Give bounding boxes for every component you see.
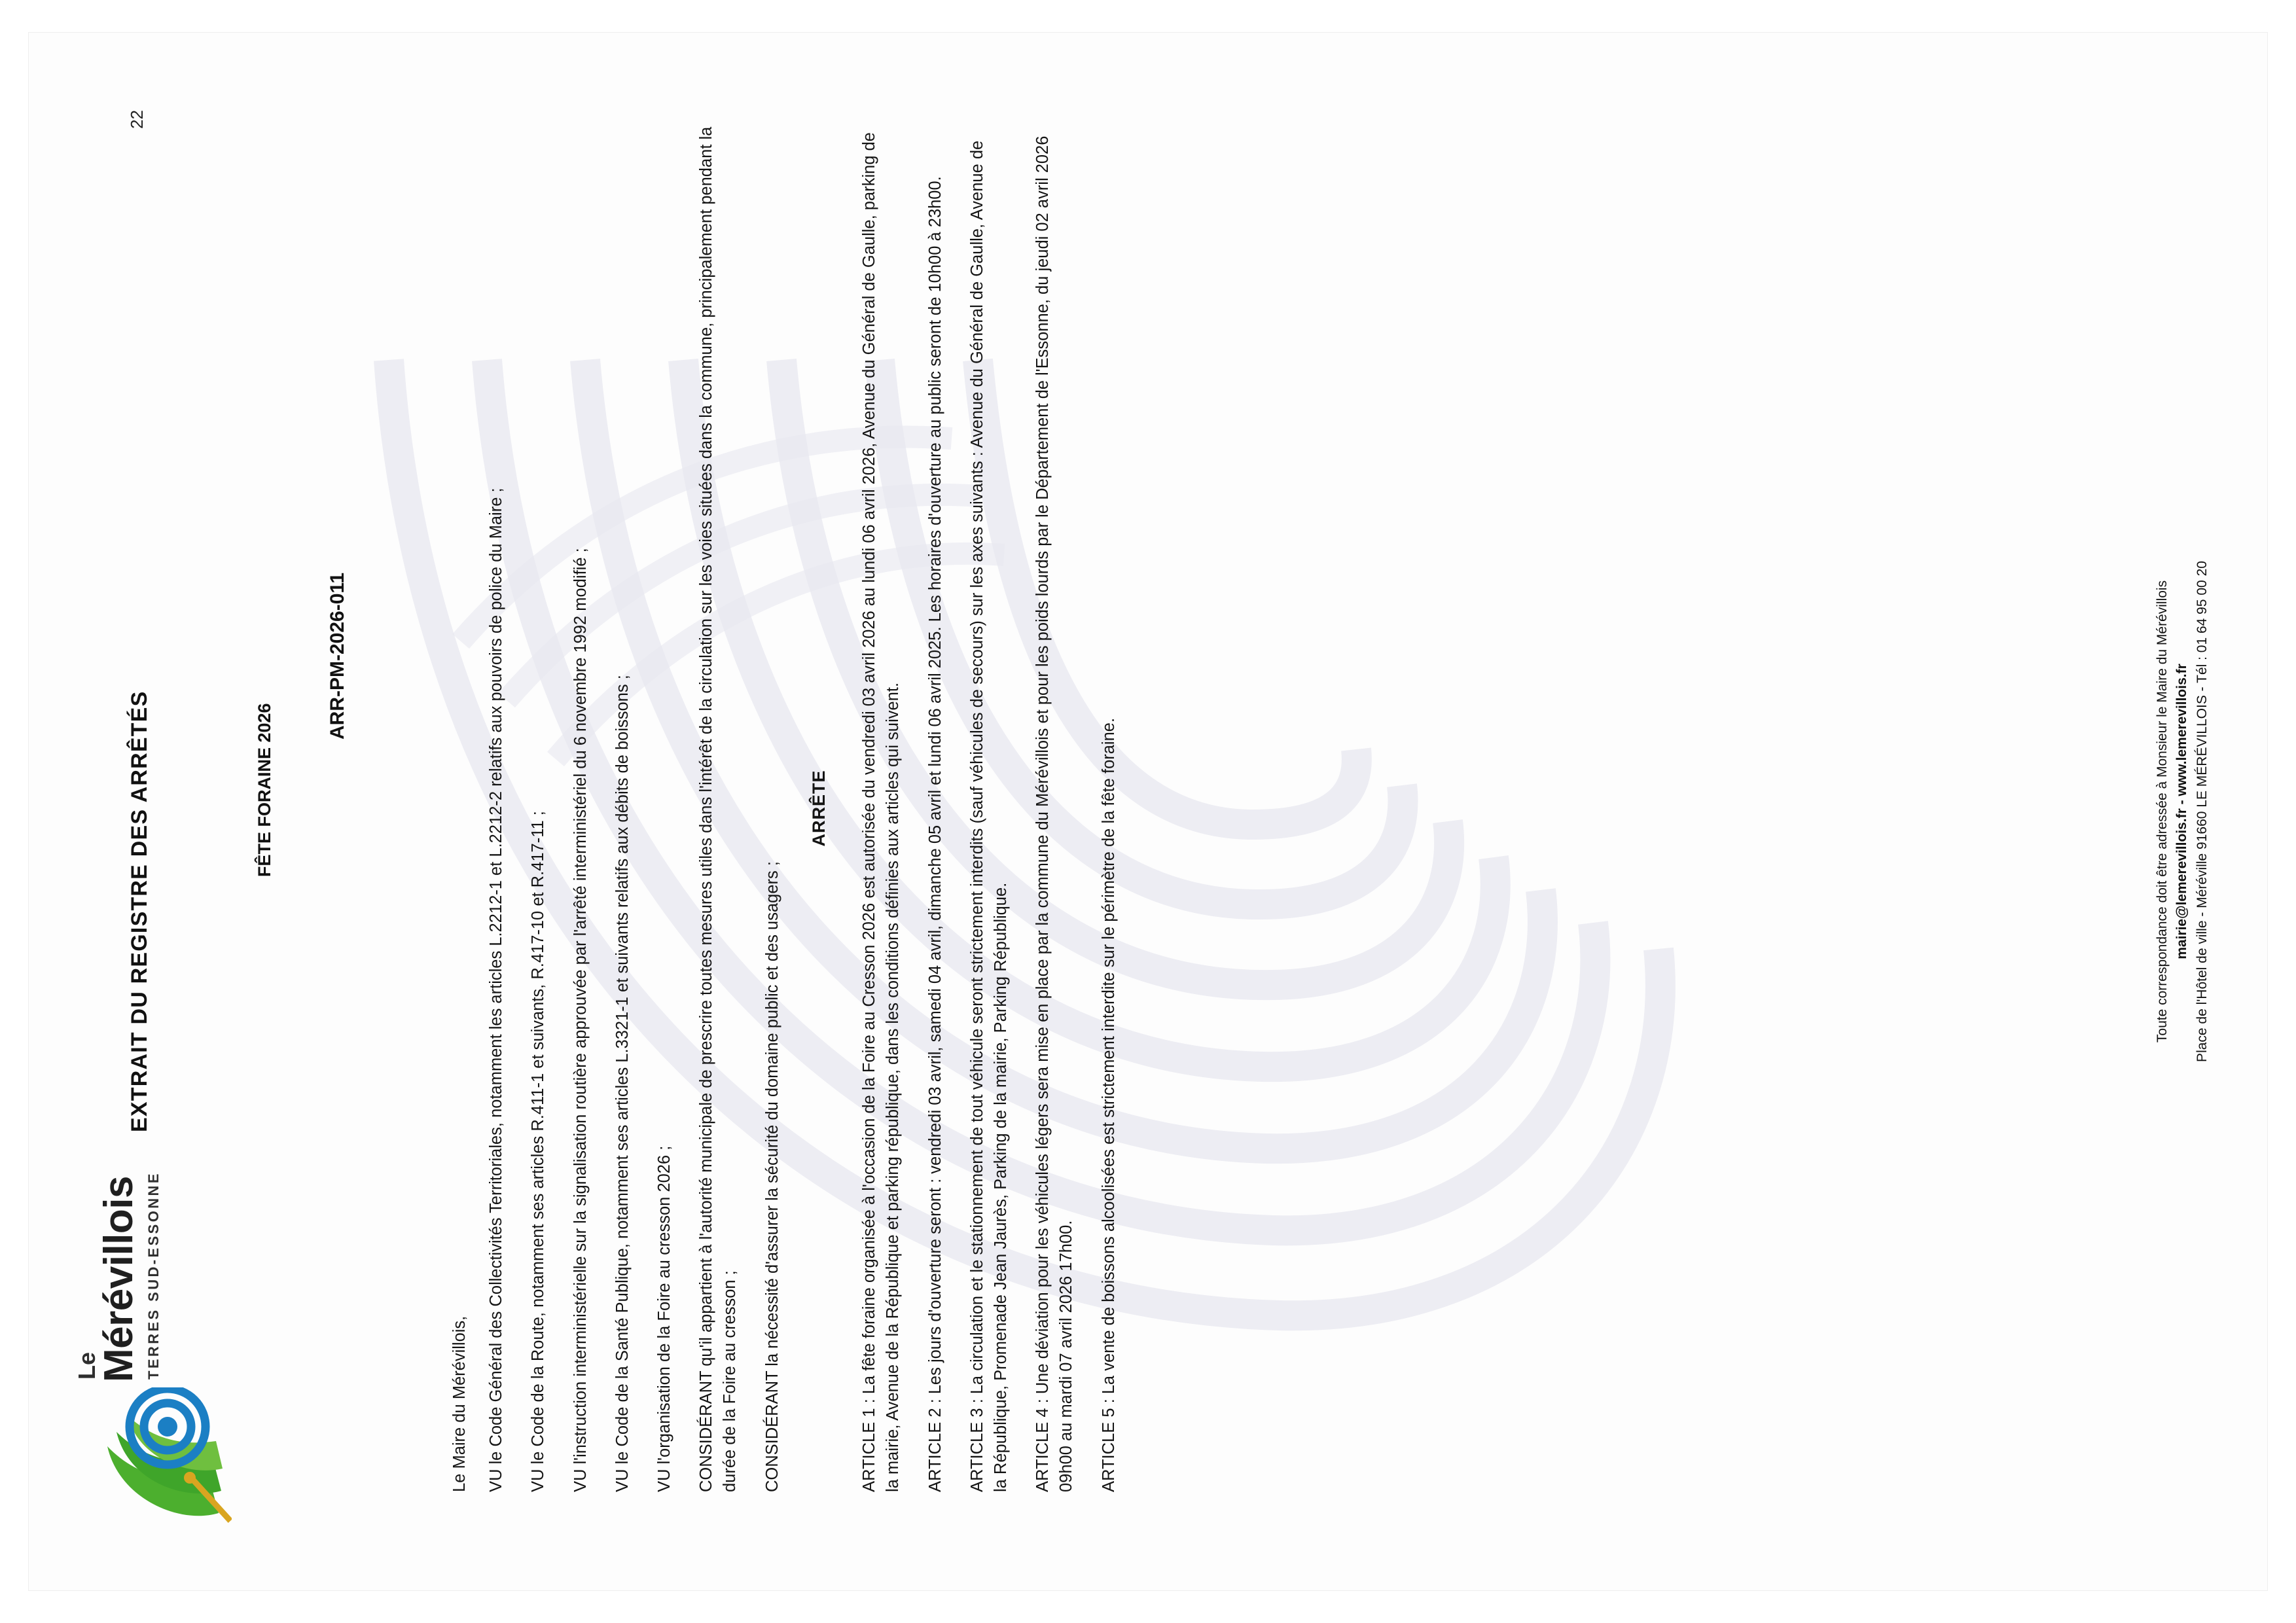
footer-line-correspondence: Toute correspondance doit être adressée à Monsieur le Maire du Mérévillois bbox=[2154, 580, 2170, 1043]
recital-paragraph: VU l'organisation de la Foire au cresson 2026 ; bbox=[655, 1145, 674, 1492]
recital-paragraph: VU le Code Général des Collectivités Territoriales, notamment les articles L.2212-1 et L.2212-2 relatifs aux pouvoirs de police du Maire ; bbox=[487, 488, 506, 1492]
page-footer bbox=[2153, 33, 2212, 1590]
footer-line-contact: mairie@lemerevillois.fr - www.lemerevillois.fr bbox=[2174, 664, 2190, 959]
logo-text-main: Mérévillois bbox=[96, 1176, 141, 1382]
recital-paragraph: VU le Code de la Route, notamment ses articles R.411-1 et suivants, R.417-10 et R.417-11 ; bbox=[529, 811, 548, 1492]
article-item: ARTICLE 5 : La vente de boissons alcoolisées est strictement interdite sur le périmètre de la fête foraine. bbox=[1099, 717, 1118, 1492]
document-page bbox=[29, 33, 2267, 1590]
article-item: ARTICLE 4 : Une déviation pour les véhicules légers sera mise en place par la commune du Mérévillois et pour les poids lourds par le Département de l'Essonne, du jeudi 02 avril 2026 09h00 au mardi 07 avril 2026 17h00. bbox=[1033, 135, 1076, 1492]
article-item: ARTICLE 1 : La fête foraine organisée à l'occasion de la Foire au Cresson 2026 est autorisée du vendredi 03 avril 2026 au lundi 06 avril 2026, Avenue du Général de Gaulle, parking de la mairie, Avenue de la République et parking république, dans les conditions définies aux articles qui suivent. bbox=[860, 132, 903, 1492]
document-subject: FÊTE FORAINE 2026 bbox=[255, 703, 274, 877]
recital-paragraph: VU l'instruction interministérielle sur la signalisation routière approuvée par l'arrêté interministériel du 6 novembre 1992 modifié ; bbox=[571, 548, 590, 1492]
article-item: ARTICLE 3 : La circulation et le stationnement de tout véhicule seront strictement interdits (sauf véhicules de secours) sur les axes suivants : Avenue du Général de Gaulle, Avenue de la République, Promenade Jean Jaurès, Parking de la mairie, Parking République. bbox=[967, 140, 1010, 1492]
recital-paragraph: CONSIDÉRANT la nécessité d'assurer la sécurité du domaine public et des usagers ; bbox=[762, 861, 781, 1492]
logo-text-le: Le bbox=[73, 1351, 100, 1380]
article-item: ARTICLE 2 : Les jours d'ouverture seront : vendredi 03 avril, samedi 04 avril, dimanche 05 avril et lundi 06 avril 2025. Les horaires d'ouverture au public seront de 10h00 à 23h00. bbox=[925, 176, 944, 1492]
document-body bbox=[448, 124, 1139, 1492]
footer-line-address: Place de l'Hôtel de ville - Méréville 91660 LE MÉRÉVILLOIS - Tél : 01 64 95 00 20 bbox=[2194, 561, 2210, 1062]
recital-paragraph: VU le Code de la Santé Publique, notamment ses articles L.3321-1 et suivants relatifs aux débits de boissons ; bbox=[613, 675, 632, 1492]
logo-text-sub: TERRES SUD-ESSONNE bbox=[145, 1171, 162, 1380]
document-reference: ARR-PM-2026-011 bbox=[327, 572, 348, 740]
recital-paragraph: CONSIDÉRANT qu'il appartient à l'autorité municipale de prescrire toutes mesures utiles dans l'intérêt de la circulation sur les voies situées dans la commune, principalement pendant la durée de la Foire au cresson ; bbox=[697, 126, 740, 1492]
decision-heading: ARRÊTE bbox=[808, 770, 829, 847]
page-title: EXTRAIT DU REGISTRE DES ARRÊTÉS bbox=[127, 690, 152, 1132]
commune-logo bbox=[68, 1165, 264, 1531]
opening-line: Le Maire du Mérévillois, bbox=[450, 1315, 469, 1492]
swirl-logo-icon bbox=[81, 1387, 232, 1525]
page-number: 22 bbox=[127, 110, 147, 129]
